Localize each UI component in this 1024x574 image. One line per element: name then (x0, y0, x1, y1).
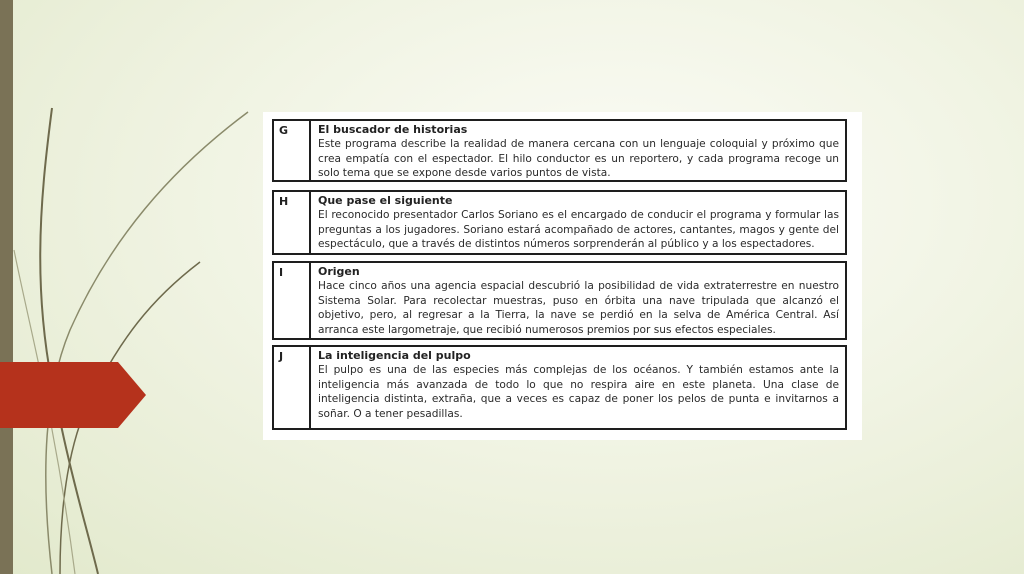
entry-title: La inteligencia del pulpo (318, 349, 471, 362)
program-entry-j (272, 345, 847, 430)
program-entry-h (272, 190, 847, 255)
program-list-panel (263, 112, 862, 440)
entry-description: El pulpo es una de las especies más complejas de los océanos. Y también estamos ante la inteligencia más avanzada de todo lo que no respira aire en este planeta. Una clase de inteligencia distinta, extraña, que a veces es capaz de poner los pelos de punta e invitarnos a soñar. O a tener pesadillas. (318, 364, 839, 420)
entry-description: El reconocido presentador Carlos Soriano es el encargado de conducir el programa y formular las preguntas a los jugadores. Soriano estará acompañado de actores, cantantes, magos y gente del espectáculo, que a través de distintos números sorprenderán al público y a los espectadores. (318, 209, 839, 251)
entry-description: Este programa describe la realidad de manera cercana con un lenguaje coloquial y próximo que crea empatía con el espectador. El hilo conductor es un reportero, y cada programa recoge un solo tema que se expone desde varios puntos de vista. (318, 138, 839, 180)
entry-letter: J (274, 347, 311, 428)
entry-letter: I (274, 263, 311, 338)
entry-letter: H (274, 192, 311, 253)
program-entry-i (272, 261, 847, 340)
decorative-vine (0, 0, 260, 574)
entry-title: El buscador de historias (318, 123, 468, 136)
entry-title: Origen (318, 265, 360, 278)
red-arrow-shape (0, 362, 146, 428)
entry-letter: G (274, 121, 311, 180)
entry-title: Que pase el siguiente (318, 194, 453, 207)
program-entry-g (272, 119, 847, 182)
entry-description: Hace cinco años una agencia espacial descubrió la posibilidad de vida extraterrestre en nuestro Sistema Solar. Para recolectar muestras, puso en órbita una nave tripulada que alcanzó el objetivo, pero, al regresar a la Tierra, la nave se perdió en la selva de América Central. Así arranca este largometraje, que recibió numerosos premios por sus efectos especiales. (318, 280, 839, 336)
